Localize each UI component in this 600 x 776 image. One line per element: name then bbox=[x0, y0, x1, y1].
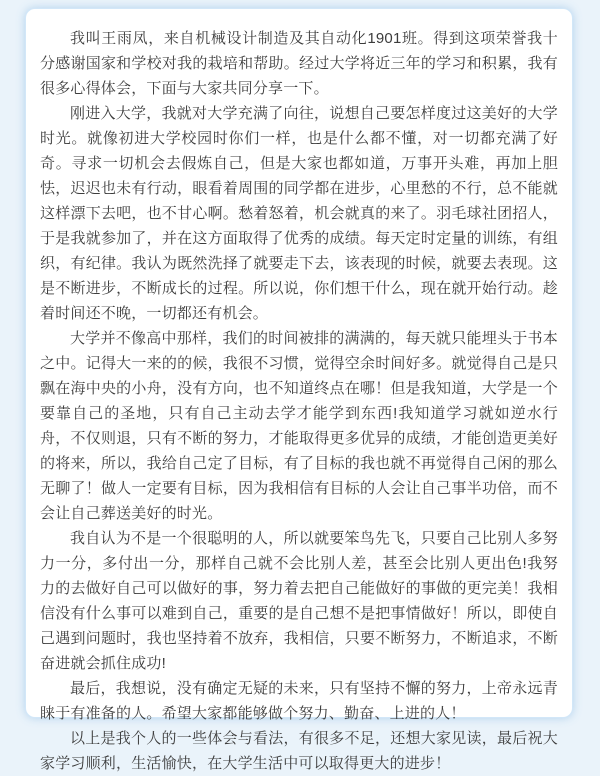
essay-paragraph-entering-university: 刚进入大学，我就对大学充满了向往，说想自己要怎样度过这美好的大学时光。就像初进大学校园时你们一样，也是什么都不懂，对一切都充满了好奇。寻求一切机会去假炼自己，但是大家也都如道，万事开头难，再加上胆怯，迟迟也未有行动，眼看着周围的同学都在进步，心里愁的不行，总不能就这样漂下去吧，也不甘心啊。愁着怒着，机会就真的来了。羽毛球社团招人，于是我就参加了，并在这方面取得了优秀的成绩。每天定时定量的训练，有组织，有纪律。我认为既然洗择了就要走下去，该表现的时候，就要去表现。这是不断进步，不断成长的过程。所以说，你们想干什么，现在就开始行动。趁着时间还不晚，一切都还有机会。 bbox=[40, 105, 558, 322]
essay-paragraph-closing-wish: 最后，我想说，没有确定无疑的未来，只有坚持不懈的努力，上帝永远青睐于有准备的人。希望大家都能够做个努力、勤奋、上进的人！ bbox=[40, 680, 558, 722]
essay-paragraph-hard-work: 我自认为不是一个很聪明的人，所以就要笨鸟先飞，只要自己比别人多努力一分，多付出一分，那样自己就不会比别人差，甚至会比别人更出色!我努力的去做好自己可以做好的事，努力着去把自己能做好的事做的更完美！我相信没有什么事可以难到自己，重要的是自己想不是把事情做好！所以，即使自己遇到问题时，我也坚持着不放弃，我相信，只要不断努力，不断追求，不断奋进就会抓住成功! bbox=[40, 530, 558, 672]
essay-card bbox=[25, 8, 573, 772]
essay-paragraph-university-life: 大学并不像高中那样，我们的时间被排的满满的，每天就只能埋头于书本之中。记得大一来的的候，我很不习惯，觉得空余时间好多。就觉得自己是只飘在海中央的小舟，没有方向，也不知道终点在哪！但是我知道，大学是一个要靠自己的圣地，只有自己主动去学才能学到东西!我知道学习就如逆水行舟，不仅则退，只有不断的努力，才能取得更多优异的成绩，才能创造更美好的将来，所以，我给自己定了目标，有了目标的我也就不再觉得自己闲的那么无聊了！做人一定要有目标，因为我相信有目标的人会让自己事半功倍，而不会让自己葬送美好的时光。 bbox=[40, 330, 558, 522]
essay-paragraph-intro: 我叫王雨凤，来自机械设计制造及其自动化1901班。得到这项荣誉我十分感谢国家和学校对我的栽培和帮助。经过大学将近三年的学习和积累，我有很多心得体会，下面与大家共同分享一下。 bbox=[40, 30, 558, 97]
essay-paragraph-final-remarks: 以上是我个人的一些体会与看法，有很多不足，还想大家见读，最后祝大家学习顺利，生活愉快，在大学生活中可以取得更大的进步！ bbox=[40, 730, 558, 772]
